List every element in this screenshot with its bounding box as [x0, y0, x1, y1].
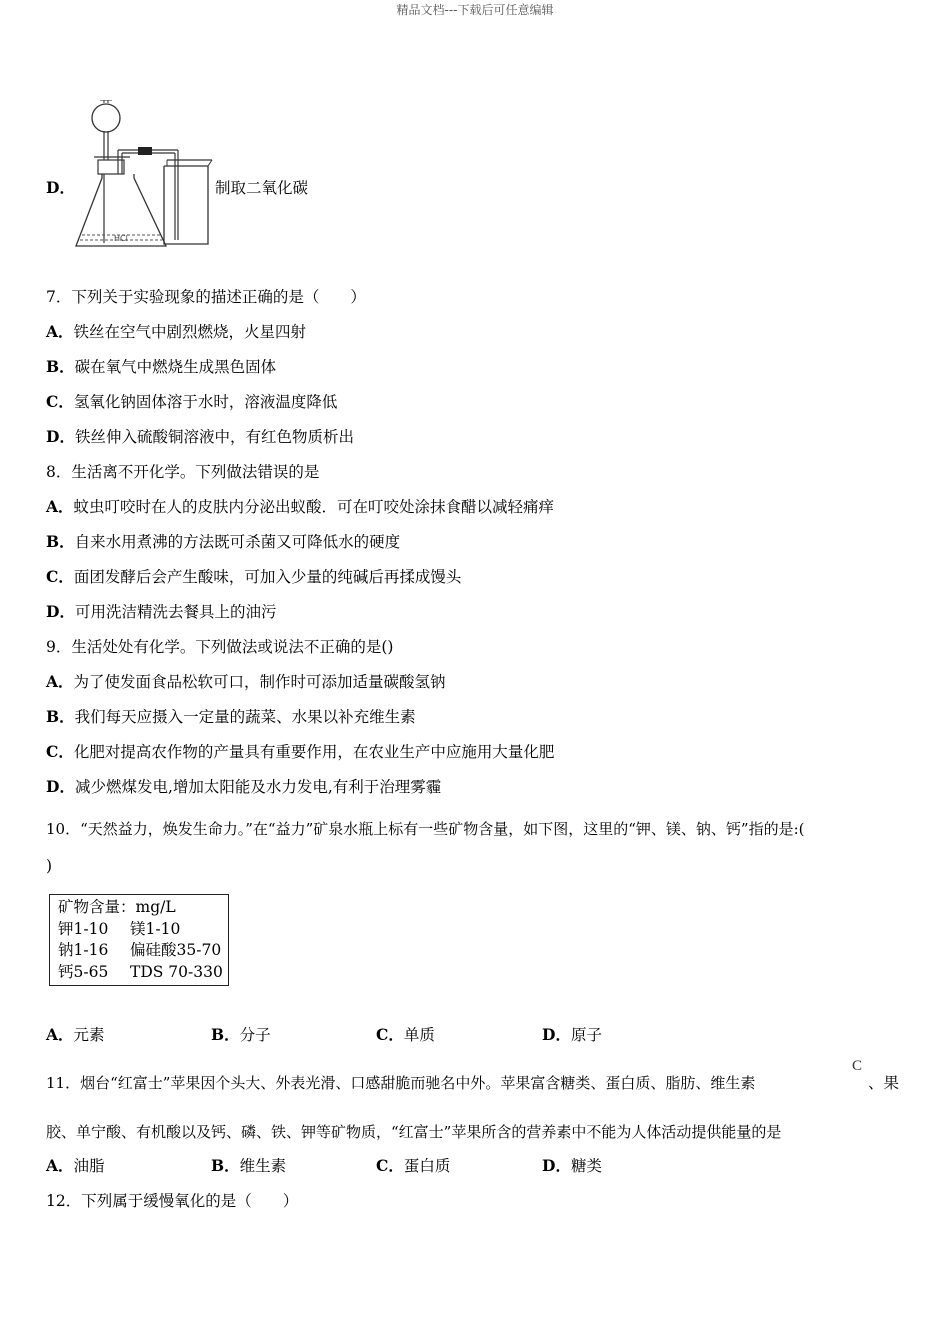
- mineral-cell: TDS 70-330: [130, 962, 223, 981]
- q9-stem: 9．生活处处有化学。下列做法或说法不正确的是(): [46, 638, 394, 656]
- q12-stem: 12．下列属于缓慢氧化的是（ ）: [46, 1192, 299, 1210]
- q11-stem-line1: 11．烟台“红富士”苹果因个头大、外表光滑、口感甜脆而驰名中外。苹果富含糖类、蛋白质、脂肪、维生素: [46, 1074, 756, 1092]
- q11-option-b: B．维生素: [211, 1156, 287, 1175]
- q11-option-a: A．油脂: [46, 1156, 105, 1175]
- q11-option-c: C．蛋白质: [376, 1156, 451, 1175]
- mineral-cell: 钠1-16: [58, 941, 109, 959]
- q11-stem-line2: 胶、单宁酸、有机酸以及钙、磷、铁、钾等矿物质，“红富士”苹果所含的营养素中不能为人体活动提供能量的是: [46, 1123, 782, 1141]
- mineral-content-table: [49, 894, 229, 986]
- q9-option-a: A．为了使发面食品松软可口，制作时可添加适量碳酸氢钠: [46, 672, 446, 691]
- q11-stem-line1-end: 、果: [868, 1074, 900, 1092]
- q9-option-c: C．化肥对提高农作物的产量具有重要作用，在农业生产中应施用大量化肥: [46, 742, 555, 761]
- q8-option-d: D．可用洗洁精洗去餐具上的油污: [46, 602, 277, 621]
- q8-option-a: A．蚊虫叮咬时在人的皮肤内分泌出蚁酸．可在叮咬处涂抹食醋以减轻痛痒: [46, 497, 555, 516]
- q11-option-d: D．糖类: [542, 1156, 602, 1175]
- co2-apparatus-diagram: [72, 100, 217, 252]
- q8-option-c: C．面团发酵后会产生酸味，可加入少量的纯碱后再揉成馒头: [46, 567, 462, 586]
- q9-option-d: D．减少燃煤发电,增加太阳能及水力发电,有利于治理雾霾: [46, 777, 442, 796]
- q8-stem: 8．生活离不开化学。下列做法错误的是: [46, 463, 320, 481]
- mineral-row: [58, 919, 228, 941]
- q10-stem-line1: 10．“天然益力，焕发生命力。”在“益力”矿泉水瓶上标有一些矿物含量，如下图，这里的“钾、镁、钠、钙”指的是:(: [46, 820, 805, 838]
- q7-option-b: B．碳在氧气中燃烧生成黑色固体: [46, 357, 277, 376]
- q7-option-a: A．铁丝在空气中剧烈燃烧，火星四射: [46, 322, 307, 341]
- q10-stem-line2: ): [46, 857, 53, 875]
- mineral-cell: 钙5-65: [58, 962, 109, 981]
- mineral-row: [58, 962, 228, 984]
- mineral-row: [58, 940, 228, 962]
- q6-option-d-caption: 制取二氧化碳: [215, 179, 309, 197]
- q7-stem: 7．下列关于实验现象的描述正确的是（ ）: [46, 288, 366, 306]
- mineral-cell: 钾1-10: [58, 919, 109, 938]
- q8-option-b: B．自来水用煮沸的方法既可杀菌又可降低水的硬度: [46, 532, 401, 551]
- q10-option-c: C．单质: [376, 1025, 435, 1044]
- page-header: 精品文档---下载后可任意编辑: [396, 3, 554, 17]
- liquid-label: HCl: [114, 234, 128, 243]
- mineral-cell: 镁1-10: [130, 919, 181, 938]
- q10-option-d: D．原子: [542, 1025, 602, 1044]
- q7-option-c: C．氢氧化钠固体溶于水时，溶液温度降低: [46, 392, 338, 411]
- q6-option-d-label: D．: [46, 178, 75, 197]
- mineral-table-title: 矿物含量：mg/L: [58, 898, 176, 916]
- q9-option-b: B．我们每天应摄入一定量的蔬菜、水果以补充维生素: [46, 707, 416, 726]
- mineral-cell: 偏硅酸35-70: [130, 941, 222, 959]
- q10-option-a: A．元素: [46, 1025, 105, 1044]
- q10-option-b: B．分子: [211, 1025, 271, 1044]
- q7-option-d: D．铁丝伸入硫酸铜溶液中，有红色物质析出: [46, 427, 354, 446]
- vitamin-c-letter: C: [852, 1058, 863, 1074]
